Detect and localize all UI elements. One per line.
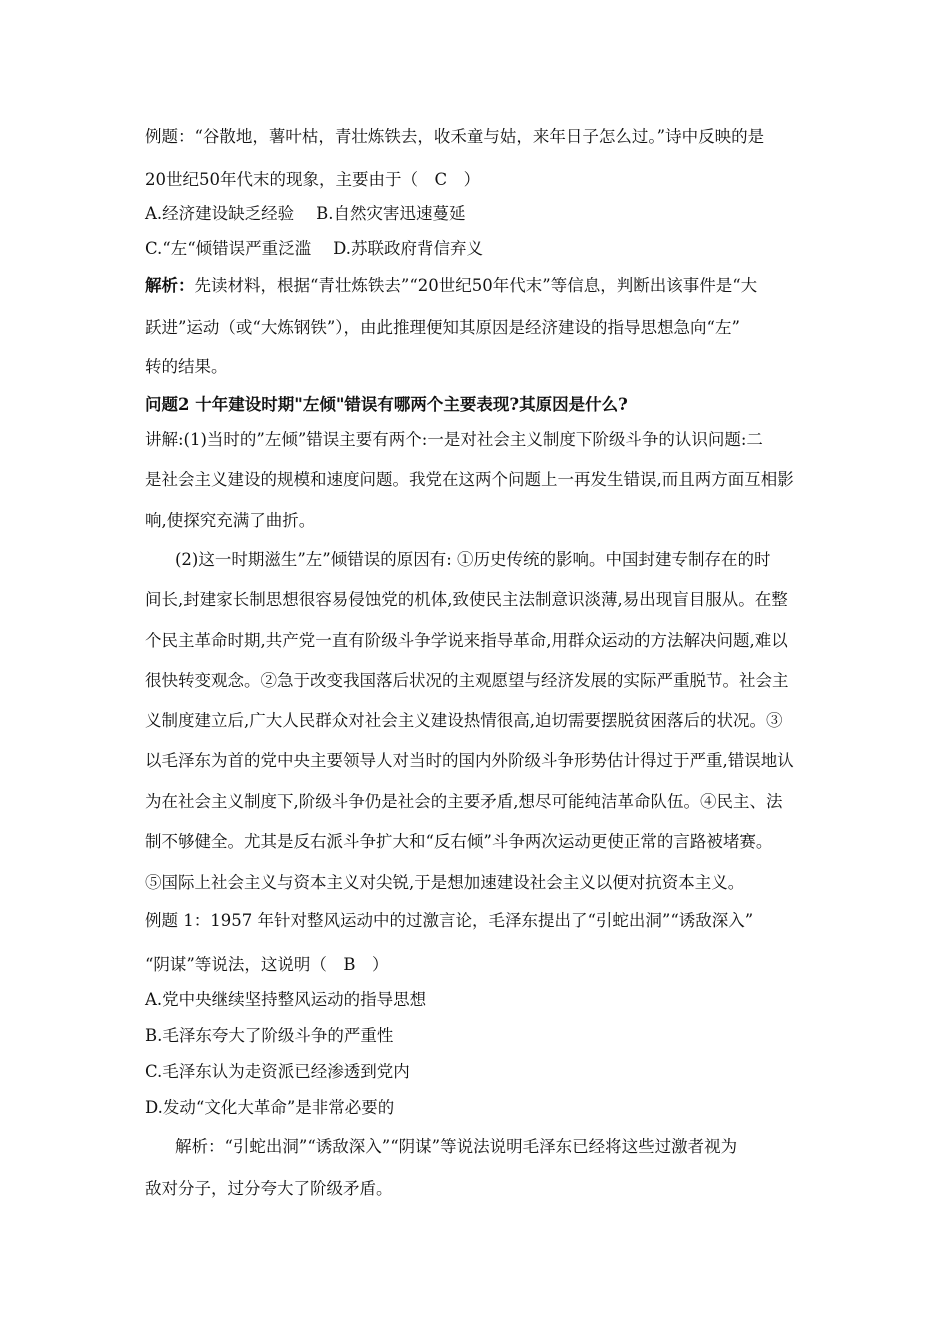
- example1-option-c: C.“左“倾错误严重泛滥: [145, 239, 312, 258]
- example1-option-a: A.经济建设缺乏经验: [145, 204, 295, 223]
- question2-para2-line3: 个民主革命时期,共产党一直有阶级斗争学说来指导革命,用群众运动的方法解决问题,难以: [145, 631, 788, 650]
- example2-question-line1: 例题 1：1957 年针对整风运动中的过激言论，毛泽东提出了“引蛇出洞”“诱敌深入”: [145, 911, 754, 930]
- analysis-label: 解析：: [145, 276, 195, 295]
- example1-analysis-line2: 跃进”运动（或“大炼钢铁”），由此推理便知其原因是经济建设的指导思想急向“左”: [145, 318, 740, 337]
- example2-analysis-line2: 敌对分子，过分夸大了阶级矛盾。: [145, 1179, 393, 1198]
- question2-para1-line2: 是社会主义建设的规模和速度问题。我党在这两个问题上一再发生错误,而且两方面互相影: [145, 470, 794, 489]
- question2-para2-line7: 为在社会主义制度下,阶级斗争仍是社会的主要矛盾,想尽可能纯洁革命队伍。④民主、法: [145, 792, 783, 811]
- example2-option-b: B.毛泽东夸大了阶级斗争的严重性: [145, 1026, 394, 1045]
- example2-option-a: A.党中央继续坚持整风运动的指导思想: [145, 990, 427, 1009]
- example2-option-c: C.毛泽东认为走资派已经渗透到党内: [145, 1062, 410, 1081]
- question2-para2-line8: 制不够健全。尤其是反右派斗争扩大和“反右倾”斗争两次运动更使正常的言路被堵赛。: [145, 832, 773, 851]
- question2-title: 问题2 十年建设时期"左倾"错误有哪两个主要表现?其原因是什么?: [145, 395, 628, 414]
- example1-analysis-line1: [145, 275, 815, 297]
- example1-option-b: B.自然灾害迅速蔓延: [316, 204, 466, 223]
- question2-para2-line6: 以毛泽东为首的党中央主要领导人对当时的国内外阶级斗争形势估计得过于严重,错误地认: [145, 751, 794, 770]
- question2-para2-line9: ⑤国际上社会主义与资本主义对尖锐,于是想加速建设社会主义以便对抗资本主义。: [145, 873, 745, 892]
- example1-analysis-text1: 先读材料，根据“青壮炼铁去”“20世纪50年代末”等信息，判断出该事件是“大: [194, 276, 758, 295]
- example2-option-d: D.发动“文化大革命”是非常必要的: [145, 1098, 395, 1117]
- question2-para1-line1: 讲解:(1)当时的”左倾”错误主要有两个:一是对社会主义制度下阶级斗争的认识问题:二: [145, 430, 763, 449]
- question2-para2-line5: 义制度建立后,广大人民群众对社会主义建设热情很高,迫切需要摆脱贫困落后的状况。③: [145, 711, 783, 730]
- question2-para2-line1: (2)这一时期滋生”左”倾错误的原因有: ①历史传统的影响。中国封建专制存在的时: [175, 550, 771, 569]
- example2-analysis-line1: 解析：“引蛇出洞”“诱敌深入”“阴谋”等说法说明毛泽东已经将这些过激者视为: [175, 1137, 738, 1156]
- question2-para1-line3: 响,使探究充满了曲折。: [145, 511, 316, 530]
- example1-options-cd: [145, 238, 815, 260]
- example1-options-ab: [145, 203, 815, 225]
- example1-analysis-line3: 转的结果。: [145, 357, 228, 376]
- example1-question-line2: 20世纪50年代末的现象，主要由于（ C ）: [145, 170, 481, 189]
- example2-question-line2: “阴谋”等说法，这说明（ B ）: [145, 955, 389, 974]
- example1-question-line1: 例题：“谷散地，薯叶枯，青壮炼铁去，收禾童与姑，来年日子怎么过。”诗中反映的是: [145, 127, 765, 146]
- question2-para2-line2: 间长,封建家长制思想很容易侵蚀党的机体,致使民主法制意识淡薄,易出现盲目服从。在整: [145, 590, 788, 609]
- example1-option-d: D.苏联政府背信弃义: [333, 239, 484, 258]
- question2-para2-line4: 很快转变观念。②急于改变我国落后状况的主观愿望与经济发展的实际严重脱节。社会主: [145, 671, 789, 690]
